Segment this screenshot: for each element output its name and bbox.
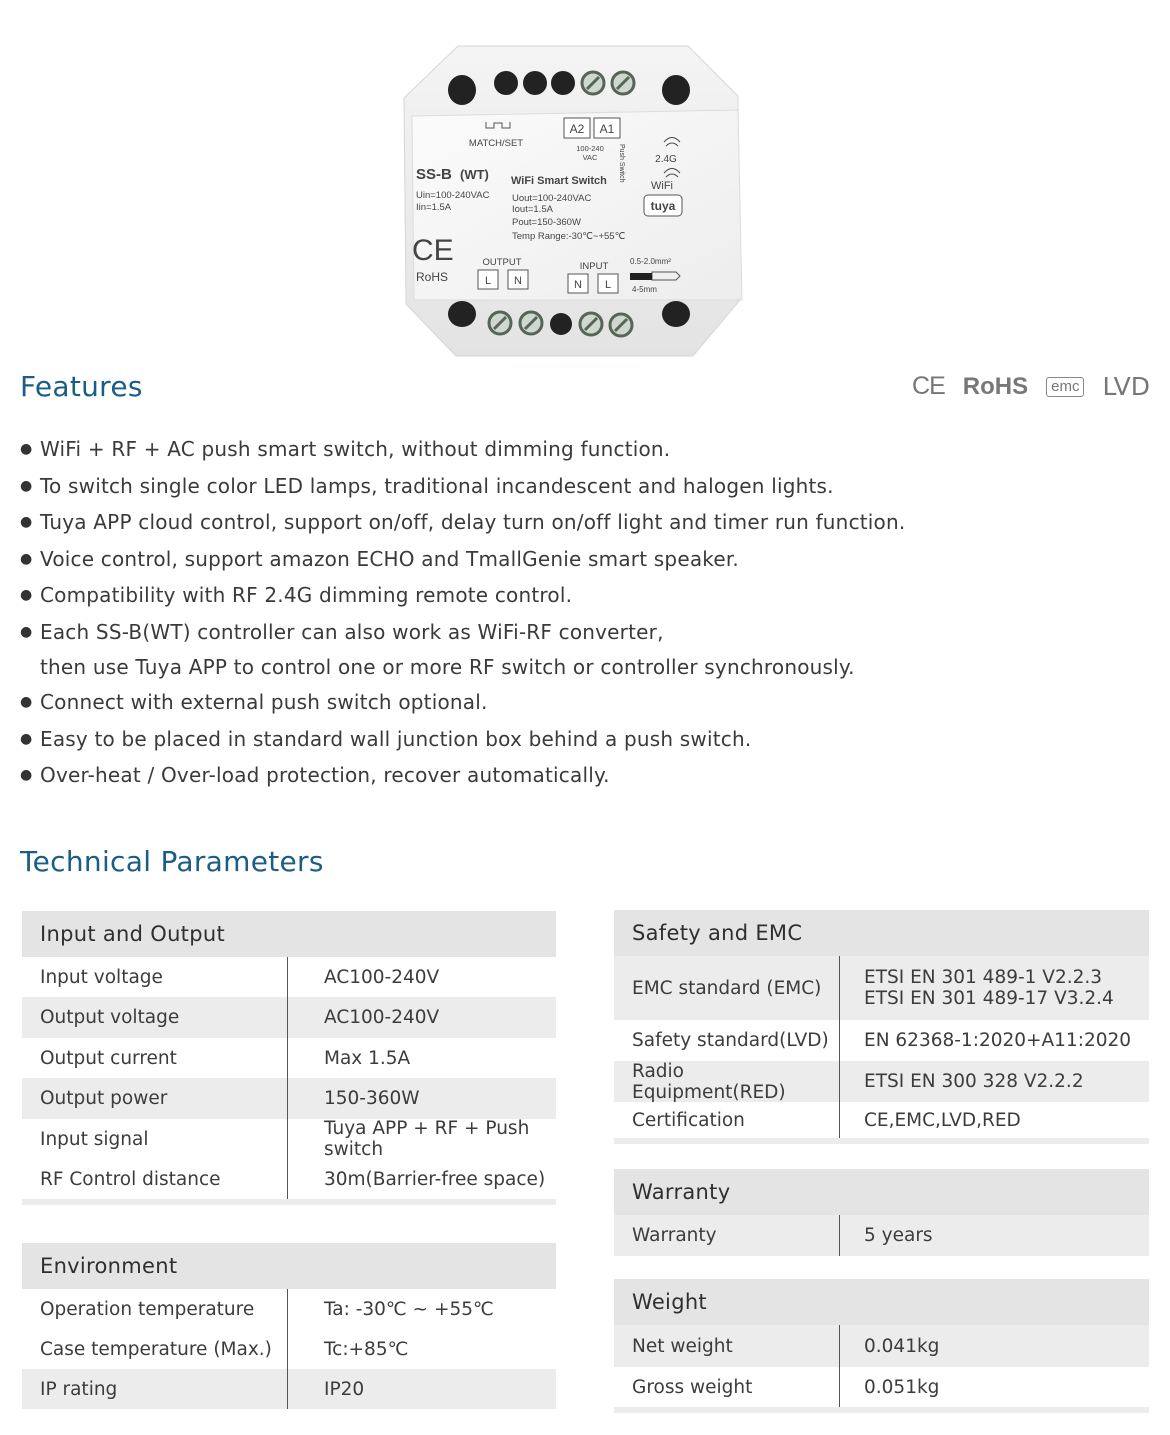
freq-label: 2.4G [655,154,677,165]
table-row: RF Control distance 30m(Barrier-free space) [22,1159,556,1199]
ce-badge: CE [912,372,945,400]
table-title: Input and Output [22,911,556,957]
ce-mark: CE [412,234,454,267]
iout-label: Iout=1.5A [512,204,553,215]
emc-badge: emc [1046,377,1084,397]
table-row: Output voltage AC100-240V [22,997,556,1038]
table-footer [614,1407,1149,1413]
features-heading: Features [20,370,143,403]
table-title: Weight [614,1279,1149,1325]
feature-item: ● Tuya APP cloud control, support on/off, delay turn on/off light and timer run function. [20,510,906,534]
table-row: Output power 150-360W [22,1078,556,1119]
technical-parameters-heading: Technical Parameters [20,845,324,878]
environment-table [22,1243,556,1409]
terminal-a2: A2 [569,122,585,136]
emc-value-2: ETSI EN 301 489-17 V3.2.4 [864,988,1114,1009]
table-row: Warranty 5 years [614,1215,1149,1256]
table-title: Warranty [614,1169,1149,1215]
product-image [398,38,750,368]
feature-item: ● Over-heat / Over-load protection, recover automatically. [20,763,610,787]
temp-range-label: Temp Range:-30℃~+55℃ [512,231,626,242]
table-row: IP rating IP20 [22,1369,556,1409]
vac-label: VAC [582,153,598,162]
weight-table [614,1279,1149,1413]
push-switch-label: Push Switch [618,144,625,183]
uout-label: Uout=100-240VAC [512,193,592,204]
feature-item: ● Voice control, support amazon ECHO and TmallGenie smart speaker. [20,546,739,571]
vac-range: 100-240 [576,144,604,153]
feature-item: ● Each SS-B(WT) controller can also work as WiFi-RF converter, then use Tuya APP to control one or more RF switch or controller synchronously. [20,614,1140,685]
table-row: EMC standard (EMC) ETSI EN 301 489-1 V2.2.3 ETSI EN 301 489-17 V3.2.4 [614,956,1149,1020]
table-row: Output current Max 1.5A [22,1038,556,1078]
table-row: Case temperature (Max.) Tc:+85℃ [22,1329,556,1369]
output-label: OUTPUT [482,257,522,268]
input-n: N [574,279,582,291]
table-row: Input signal Tuya APP + RF + Push switch [22,1119,556,1159]
feature-item-continuation: then use Tuya APP to control one or more RF switch or controller synchronously. [40,655,855,679]
iin-label: Iin=1.5A [416,202,452,213]
output-l: L [484,275,492,287]
rohs-badge: RoHS [962,372,1029,400]
rohs-mark: RoHS [416,270,449,284]
input-output-table [22,911,556,1205]
lvd-badge: LVD [1102,372,1150,401]
table-title: Environment [22,1243,556,1289]
table-row: Radio Equipment(RED) ETSI EN 300 328 V2.2.2 [614,1061,1149,1102]
warranty-table [614,1169,1149,1256]
cert-badges [912,372,1150,401]
table-row: Certification CE,EMC,LVD,RED [614,1102,1149,1138]
wifi-label: WiFi [651,180,673,192]
terminal-a1: A1 [599,122,615,136]
uin-label: Uin=100-240VAC [416,190,490,201]
table-row: Safety standard(LVD) EN 62368-1:2020+A11:2020 [614,1020,1149,1061]
wire-size: 0.5-2.0mm² [630,257,671,266]
model-sub: (WT) [460,167,489,182]
feature-item: ● Connect with external push switch optional. [20,690,488,714]
product-name: WiFi Smart Switch [511,175,607,187]
table-title: Safety and EMC [614,910,1149,956]
feature-item: ● Easy to be placed in standard wall junction box behind a push switch. [20,726,752,751]
match-set-label: MATCH/SET [468,138,524,149]
table-footer [614,1138,1149,1144]
feature-item: ● WiFi + RF + AC push smart switch, without dimming function. [20,437,671,461]
table-row: Input voltage AC100-240V [22,957,556,997]
feature-item: ● Compatibility with RF 2.4G dimming remote control. [20,583,573,607]
tuya-logo: tuya [650,199,676,213]
feature-item: ● To switch single color LED lamps, traditional incandescent and halogen lights. [20,473,834,498]
emc-value-1: ETSI EN 301 489-1 V2.2.3 [864,967,1103,988]
strip-length: 4-5mm [632,285,657,294]
table-row: Operation temperature Ta: -30℃ ~ +55℃ [22,1289,556,1329]
model-main: SS-B [416,166,452,183]
table-row: Net weight 0.041kg [614,1325,1149,1367]
table-row: Gross weight 0.051kg [614,1367,1149,1407]
input-l: L [604,279,612,291]
input-label: INPUT [579,261,609,272]
table-footer [22,1199,556,1205]
pout-label: Pout=150-360W [512,217,581,228]
features-list [20,431,1140,794]
output-n: N [514,275,522,287]
safety-emc-table [614,910,1149,1144]
